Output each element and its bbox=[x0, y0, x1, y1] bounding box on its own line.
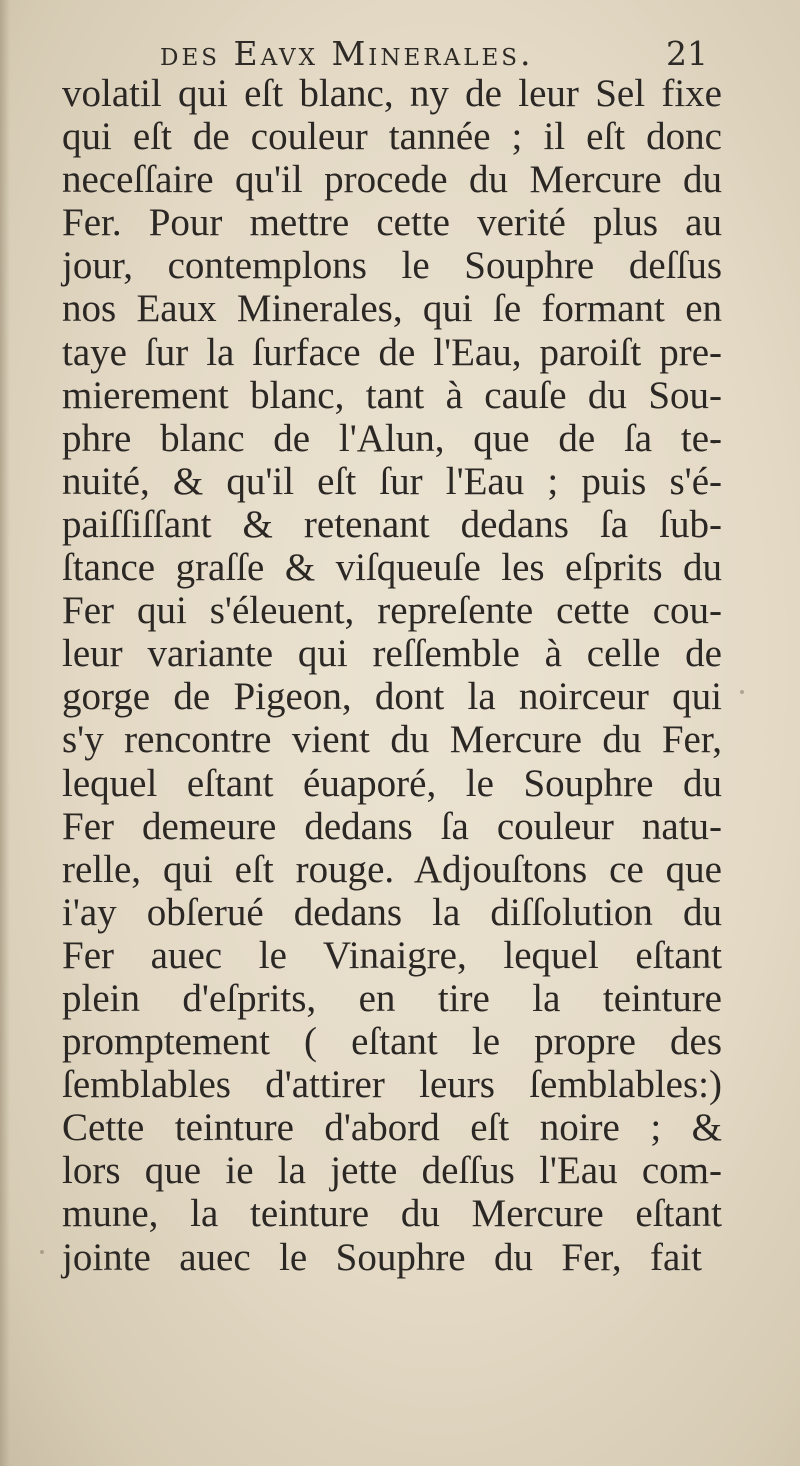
text-line: plein d'eſprits, en tire la teinture bbox=[62, 976, 722, 1020]
page-gutter-shadow bbox=[0, 0, 10, 1466]
body-text bbox=[62, 72, 722, 1279]
page-number: 21 bbox=[666, 34, 708, 73]
text-line: volatil qui eſt blanc, ny de leur Sel fixe bbox=[62, 72, 722, 115]
text-line: neceſſaire qu'il procede du Mercure du bbox=[62, 158, 722, 202]
text-line: jour, contemplons le Souphre deſſus bbox=[62, 244, 722, 288]
text-line: mune, la teinture du Mercure eſtant bbox=[62, 1192, 722, 1236]
text-line: lequel eſtant éuaporé, le Souphre du bbox=[62, 761, 722, 805]
text-line: nuité, & qu'il eſt ſur l'Eau ; puis s'é- bbox=[62, 459, 722, 503]
text-line: Fer demeure dedans ſa couleur natu- bbox=[62, 804, 722, 848]
text-line: ſtance graſſe & viſqueuſe les eſprits du bbox=[62, 546, 722, 590]
text-line: jointe auec le Souphre du Fer, fait bbox=[62, 1235, 702, 1279]
text-line: i'ay obſerué dedans la diſſolution du bbox=[62, 890, 722, 934]
text-line: qui eſt de couleur tannée ; il eſt donc bbox=[62, 115, 722, 159]
text-line: ſemblables d'attirer leurs ſemblables:) bbox=[62, 1063, 722, 1107]
text-line: phre blanc de l'Alun, que de ſa te- bbox=[62, 416, 722, 460]
text-line: relle, qui eſt rouge. Adjouſtons ce que bbox=[62, 847, 722, 891]
text-line: s'y rencontre vient du Mercure du Fer, bbox=[62, 718, 722, 762]
text-line: Fer qui s'éleuent, repreſente cette cou- bbox=[62, 589, 722, 633]
text-line: promptement ( eſtant le propre des bbox=[62, 1020, 722, 1064]
running-title: des Eavx Minerales. bbox=[160, 34, 534, 73]
text-line: gorge de Pigeon, dont la noirceur qui bbox=[62, 675, 722, 719]
text-line: taye ſur la ſurface de l'Eau, paroiſt pre- bbox=[62, 330, 722, 374]
text-line: paiſſiſſant & retenant dedans ſa ſub- bbox=[62, 502, 722, 546]
text-line: Fer. Pour mettre cette verité plus au bbox=[62, 201, 722, 245]
paper-speck bbox=[40, 1250, 44, 1254]
text-line: Cette teinture d'abord eſt noire ; & bbox=[62, 1106, 722, 1150]
text-line: nos Eaux Minerales, qui ſe formant en bbox=[62, 287, 722, 331]
text-line: mierement blanc, tant à cauſe du Sou- bbox=[62, 373, 722, 417]
text-line: lors que ie la jette deſſus l'Eau com- bbox=[62, 1149, 722, 1193]
paper-speck bbox=[740, 690, 744, 694]
text-line: leur variante qui reſſemble à celle de bbox=[62, 632, 722, 676]
text-line: Fer auec le Vinaigre, lequel eſtant bbox=[62, 933, 722, 977]
